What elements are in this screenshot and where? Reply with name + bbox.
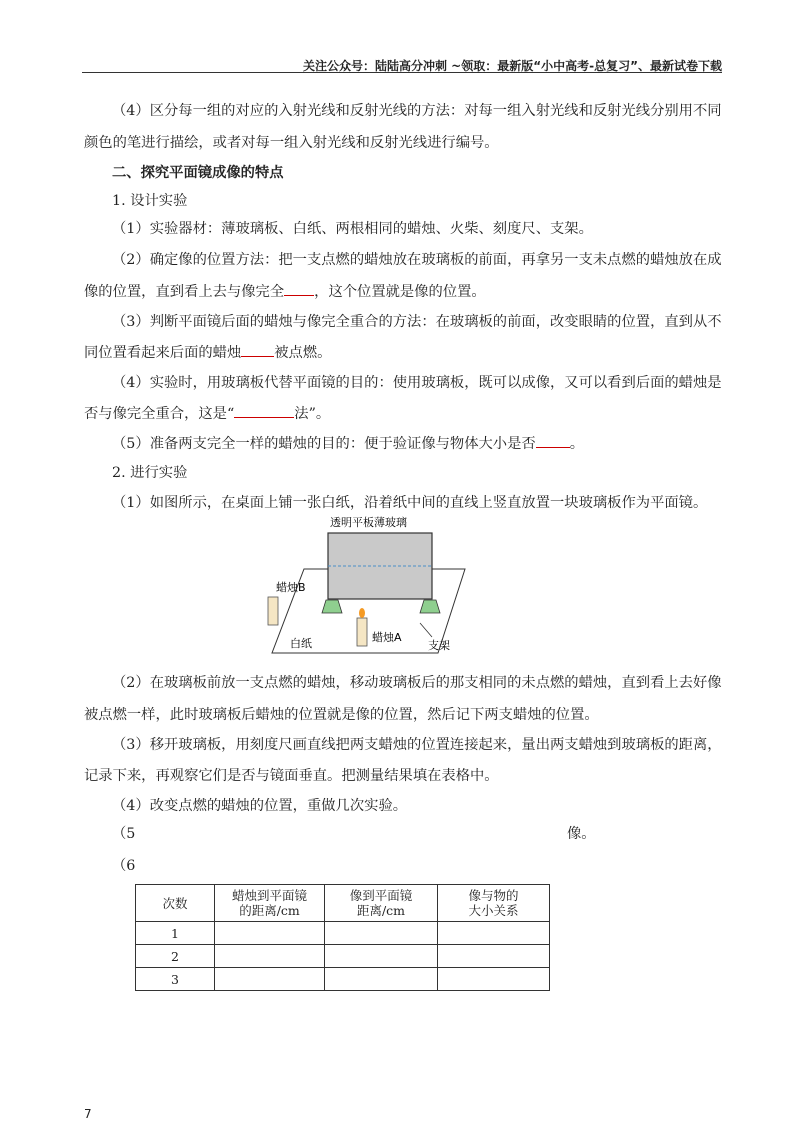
table-cell[interactable] (438, 968, 550, 991)
table-cell[interactable] (215, 922, 325, 945)
fill-blank[interactable] (241, 342, 274, 357)
header-image-distance: 像到平面镜 距离/cm (325, 885, 438, 922)
para4-line2: 颜色的笔进行描绘，或者对每一组入射光线和反射光线进行编号。 (84, 135, 499, 151)
experiment-item-5-end: 像。 (567, 826, 596, 842)
table-cell[interactable] (438, 945, 550, 968)
d3-text-b: 被点燃。 (274, 345, 332, 361)
page-header: 关注公众号：陆陆高分冲刺 ~领取：最新版“小中高考-总复习”、最新试卷下载 (303, 59, 722, 73)
d2-text-b: ，这个位置就是像的位置。 (314, 284, 486, 300)
d4-text-b: 法”。 (294, 406, 331, 422)
d5-text-b: 。 (569, 436, 584, 452)
table-cell[interactable] (325, 945, 438, 968)
header-rule (82, 72, 722, 73)
experiment-item-2-line1: （2）在玻璃板前放一支点燃的蜡烛，移动玻璃板后的那支相同的未点燃的蜡烛，直到看上去好像 (112, 675, 722, 691)
table-row (136, 945, 550, 968)
experiment-item-4: （4）改变点燃的蜡烛的位置，重做几次实验。 (112, 798, 408, 814)
table-cell[interactable] (438, 922, 550, 945)
design-item-1: （1）实验器材：薄玻璃板、白纸、两根相同的蜡烛、火柴、刻度尺、支架。 (112, 221, 593, 237)
row-number: 2 (136, 945, 215, 968)
para4-line1: （4）区分每一组的对应的入射光线和反射光线的方法：对每一组入射光线和反射光线分别用不同 (112, 103, 722, 119)
table-row (136, 968, 550, 991)
header-trials: 次数 (136, 885, 215, 922)
stand-pointer (420, 623, 432, 637)
row-number: 3 (136, 968, 215, 991)
candle-a-label: 蜡烛A (372, 631, 402, 644)
d2-text-a: 像的位置，直到看上去与像完全 (84, 284, 285, 300)
experiment-figure (260, 513, 480, 658)
table-cell[interactable] (325, 922, 438, 945)
design-item-2-line1: （2）确定像的位置方法：把一支点燃的蜡烛放在玻璃板的前面，再拿另一支未点燃的蜡烛放在成 (112, 252, 722, 268)
fill-blank[interactable] (536, 433, 570, 448)
experiment-item-1: （1）如图所示，在桌面上铺一张白纸，沿着纸中间的直线上竖直放置一块玻璃板作为平面镜。 (112, 495, 708, 511)
design-item-4-line1: （4）实验时，用玻璃板代替平面镜的目的：使用玻璃板，既可以成像，又可以看到后面的蜡烛是 (112, 375, 722, 391)
d4-text-a: 否与像完全重合，这是“ (84, 406, 235, 422)
fill-blank[interactable] (284, 281, 314, 296)
page-number: 7 (84, 1107, 92, 1121)
experiment-item-3-line1: （3）移开玻璃板，用刻度尺画直线把两支蜡烛的位置连接起来，量出两支蜡烛到玻璃板的距离， (112, 737, 722, 753)
results-table (135, 884, 550, 991)
stand-label: 支架 (428, 639, 450, 652)
table-header-row (136, 885, 550, 922)
stand-left (322, 600, 342, 613)
paper-label: 白纸 (290, 637, 312, 650)
design-item-5 (112, 433, 584, 453)
flame-icon (359, 608, 365, 618)
design-item-3-line2 (84, 342, 331, 362)
table-cell[interactable] (215, 968, 325, 991)
d3-text-a: 同位置看起来后面的蜡烛 (84, 345, 242, 361)
experiment-item-3-line2: 记录下来，再观察它们是否与镜面垂直。把测量结果填在表格中。 (84, 768, 499, 784)
glass-label: 透明平板薄玻璃 (330, 516, 407, 529)
subheading-design: 1. 设计实验 (112, 193, 188, 209)
subheading-experiment: 2. 进行实验 (112, 465, 188, 481)
table-cell[interactable] (325, 968, 438, 991)
d5-text-a: （5）准备两支完全一样的蜡烛的目的：便于验证像与物体大小是否 (112, 436, 536, 452)
header-candle-distance: 蜡烛到平面镜 的距离/cm (215, 885, 325, 922)
design-item-4-line2 (84, 403, 330, 423)
header-size-relation: 像与物的 大小关系 (438, 885, 550, 922)
candle-b (268, 597, 278, 625)
table-row (136, 922, 550, 945)
stand-right (420, 600, 440, 613)
row-number: 1 (136, 922, 215, 945)
design-item-3-line1: （3）判断平面镜后面的蜡烛与像完全重合的方法：在玻璃板的前面，改变眼睛的位置，直到从不 (112, 314, 722, 330)
table-cell[interactable] (215, 945, 325, 968)
design-item-2-line2 (84, 281, 486, 301)
experiment-item-2-line2: 被点燃一样，此时玻璃板后蜡烛的位置就是像的位置，然后记下两支蜡烛的位置。 (84, 707, 599, 723)
section-title: 二、探究平面镜成像的特点 (112, 165, 284, 181)
candle-a (357, 618, 367, 646)
experiment-item-5-start: （5 (112, 826, 136, 842)
fill-blank[interactable] (234, 403, 294, 418)
experiment-item-6-start: （6 (112, 858, 136, 874)
candle-b-label: 蜡烛B (276, 581, 306, 594)
